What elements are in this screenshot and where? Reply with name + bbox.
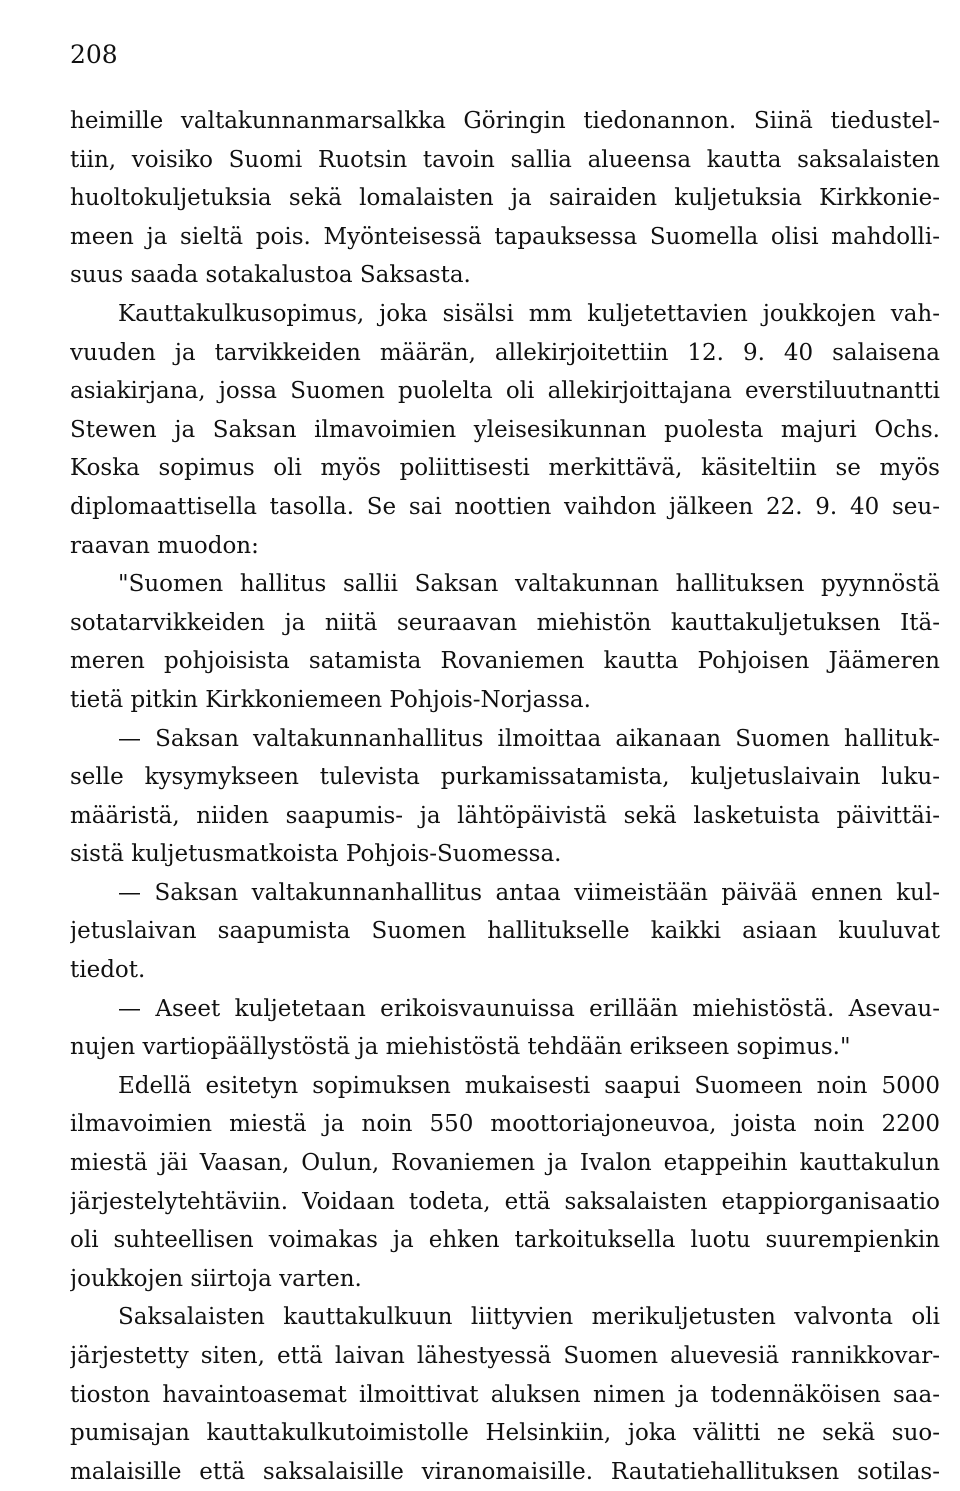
text-line: — Saksan valtakunnanhallitus ilmoittaa aikanaan Suomen hallituk- [118, 725, 940, 752]
text-line: miestä jäi Vaasan, Oulun, Rovaniemen ja Ivalon etappeihin kauttakulun [70, 1150, 940, 1177]
text-line: Koska sopimus oli myös poliittisesti merkittävä, käsiteltiin se myös [70, 455, 940, 482]
text-line: tioston havaintoasemat ilmoittivat aluksen nimen ja todennäköisen saa- [70, 1381, 940, 1408]
text-line: tietä pitkin Kirkkoniemeen Pohjois-Norjassa. [70, 686, 591, 713]
text-line: ilmavoimien miestä ja noin 550 moottoriajoneuvoa, joista noin 2200 [70, 1111, 940, 1138]
text-line: Edellä esitetyn sopimuksen mukaisesti saapui Suomeen noin 5000 [118, 1072, 940, 1099]
text-line: "Suomen hallitus sallii Saksan valtakunnan hallituksen pyynnöstä [118, 571, 940, 598]
text-line: nujen vartiopäällystöstä ja miehistöstä tehdään erikseen sopimus." [70, 1034, 851, 1061]
text-line: Kauttakulkusopimus, joka sisälsi mm kuljetettavien joukkojen vah- [118, 300, 940, 327]
text-line: Stewen ja Saksan ilmavoimien yleisesikunnan puolesta majuri Ochs. [70, 416, 940, 443]
text-line: pumisajan kauttakulkutoimistolle Helsinkiin, joka välitti ne sekä suo- [70, 1420, 940, 1447]
text-line: joukkojen siirtoja varten. [70, 1265, 362, 1292]
text-line: sistä kuljetusmatkoista Pohjois-Suomessa. [70, 841, 562, 868]
text-line: diplomaattisella tasolla. Se sai noottien vaihdon jälkeen 22. 9. 40 seu- [70, 493, 940, 520]
text-line: vuuden ja tarvikkeiden määrän, allekirjoitettiin 12. 9. 40 salaisena [70, 339, 940, 366]
text-line: Saksalaisten kauttakulkuun liittyvien merikuljetusten valvonta oli [118, 1304, 940, 1331]
text-line: malaisille että saksalaisille viranomaisille. Rautatiehallituksen sotilas- [70, 1458, 940, 1485]
body-text [70, 102, 958, 1491]
page-number: 208 [70, 40, 118, 69]
text-line: asiakirjana, jossa Suomen puolelta oli allekirjoittajana everstiluutnantti [70, 378, 940, 405]
text-line: tiedot. [70, 957, 146, 984]
text-line: suus saada sotakalustoa Saksasta. [70, 262, 471, 289]
text-line: järjestelytehtäviin. Voidaan todeta, että saksalaisten etappiorganisaatio [70, 1188, 940, 1215]
text-line: meren pohjoisista satamista Rovaniemen kautta Pohjoisen Jäämeren [70, 648, 940, 675]
text-line: — Aseet kuljetetaan erikoisvaunuissa erillään miehistöstä. Asevau- [118, 995, 940, 1022]
text-line: sotatarvikkeiden ja niitä seuraavan miehistön kauttakuljetuksen Itä- [70, 609, 940, 636]
text-line: järjestetty siten, että laivan lähestyessä Suomen aluevesiä rannikkovar- [70, 1343, 940, 1369]
text-line: huoltokuljetuksia sekä lomalaisten ja sairaiden kuljetuksia Kirkkonie- [70, 185, 940, 212]
text-line: selle kysymykseen tulevista purkamissatamista, kuljetuslaivain luku- [70, 764, 940, 791]
text-line: määristä, niiden saapumis- ja lähtöpäivistä sekä lasketuista päivittäi- [70, 802, 940, 829]
text-line: — Saksan valtakunnanhallitus antaa viimeistään päivää ennen kul- [118, 879, 940, 906]
text-line: meen ja sieltä pois. Myönteisessä tapauksessa Suomella olisi mahdolli- [70, 223, 940, 250]
text-line: raavan muodon: [70, 532, 259, 559]
text-line: heimille valtakunnanmarsalkka Göringin tiedonannon. Siinä tiedustel- [70, 108, 940, 134]
text-line: tiin, voisiko Suomi Ruotsin tavoin sallia alueensa kautta saksalaisten [70, 146, 940, 173]
text-line: jetuslaivan saapumista Suomen hallitukselle kaikki asiaan kuuluvat [70, 918, 940, 945]
text-line: oli suhteellisen voimakas ja ehken tarkoituksella luotu suurempienkin [70, 1227, 940, 1254]
